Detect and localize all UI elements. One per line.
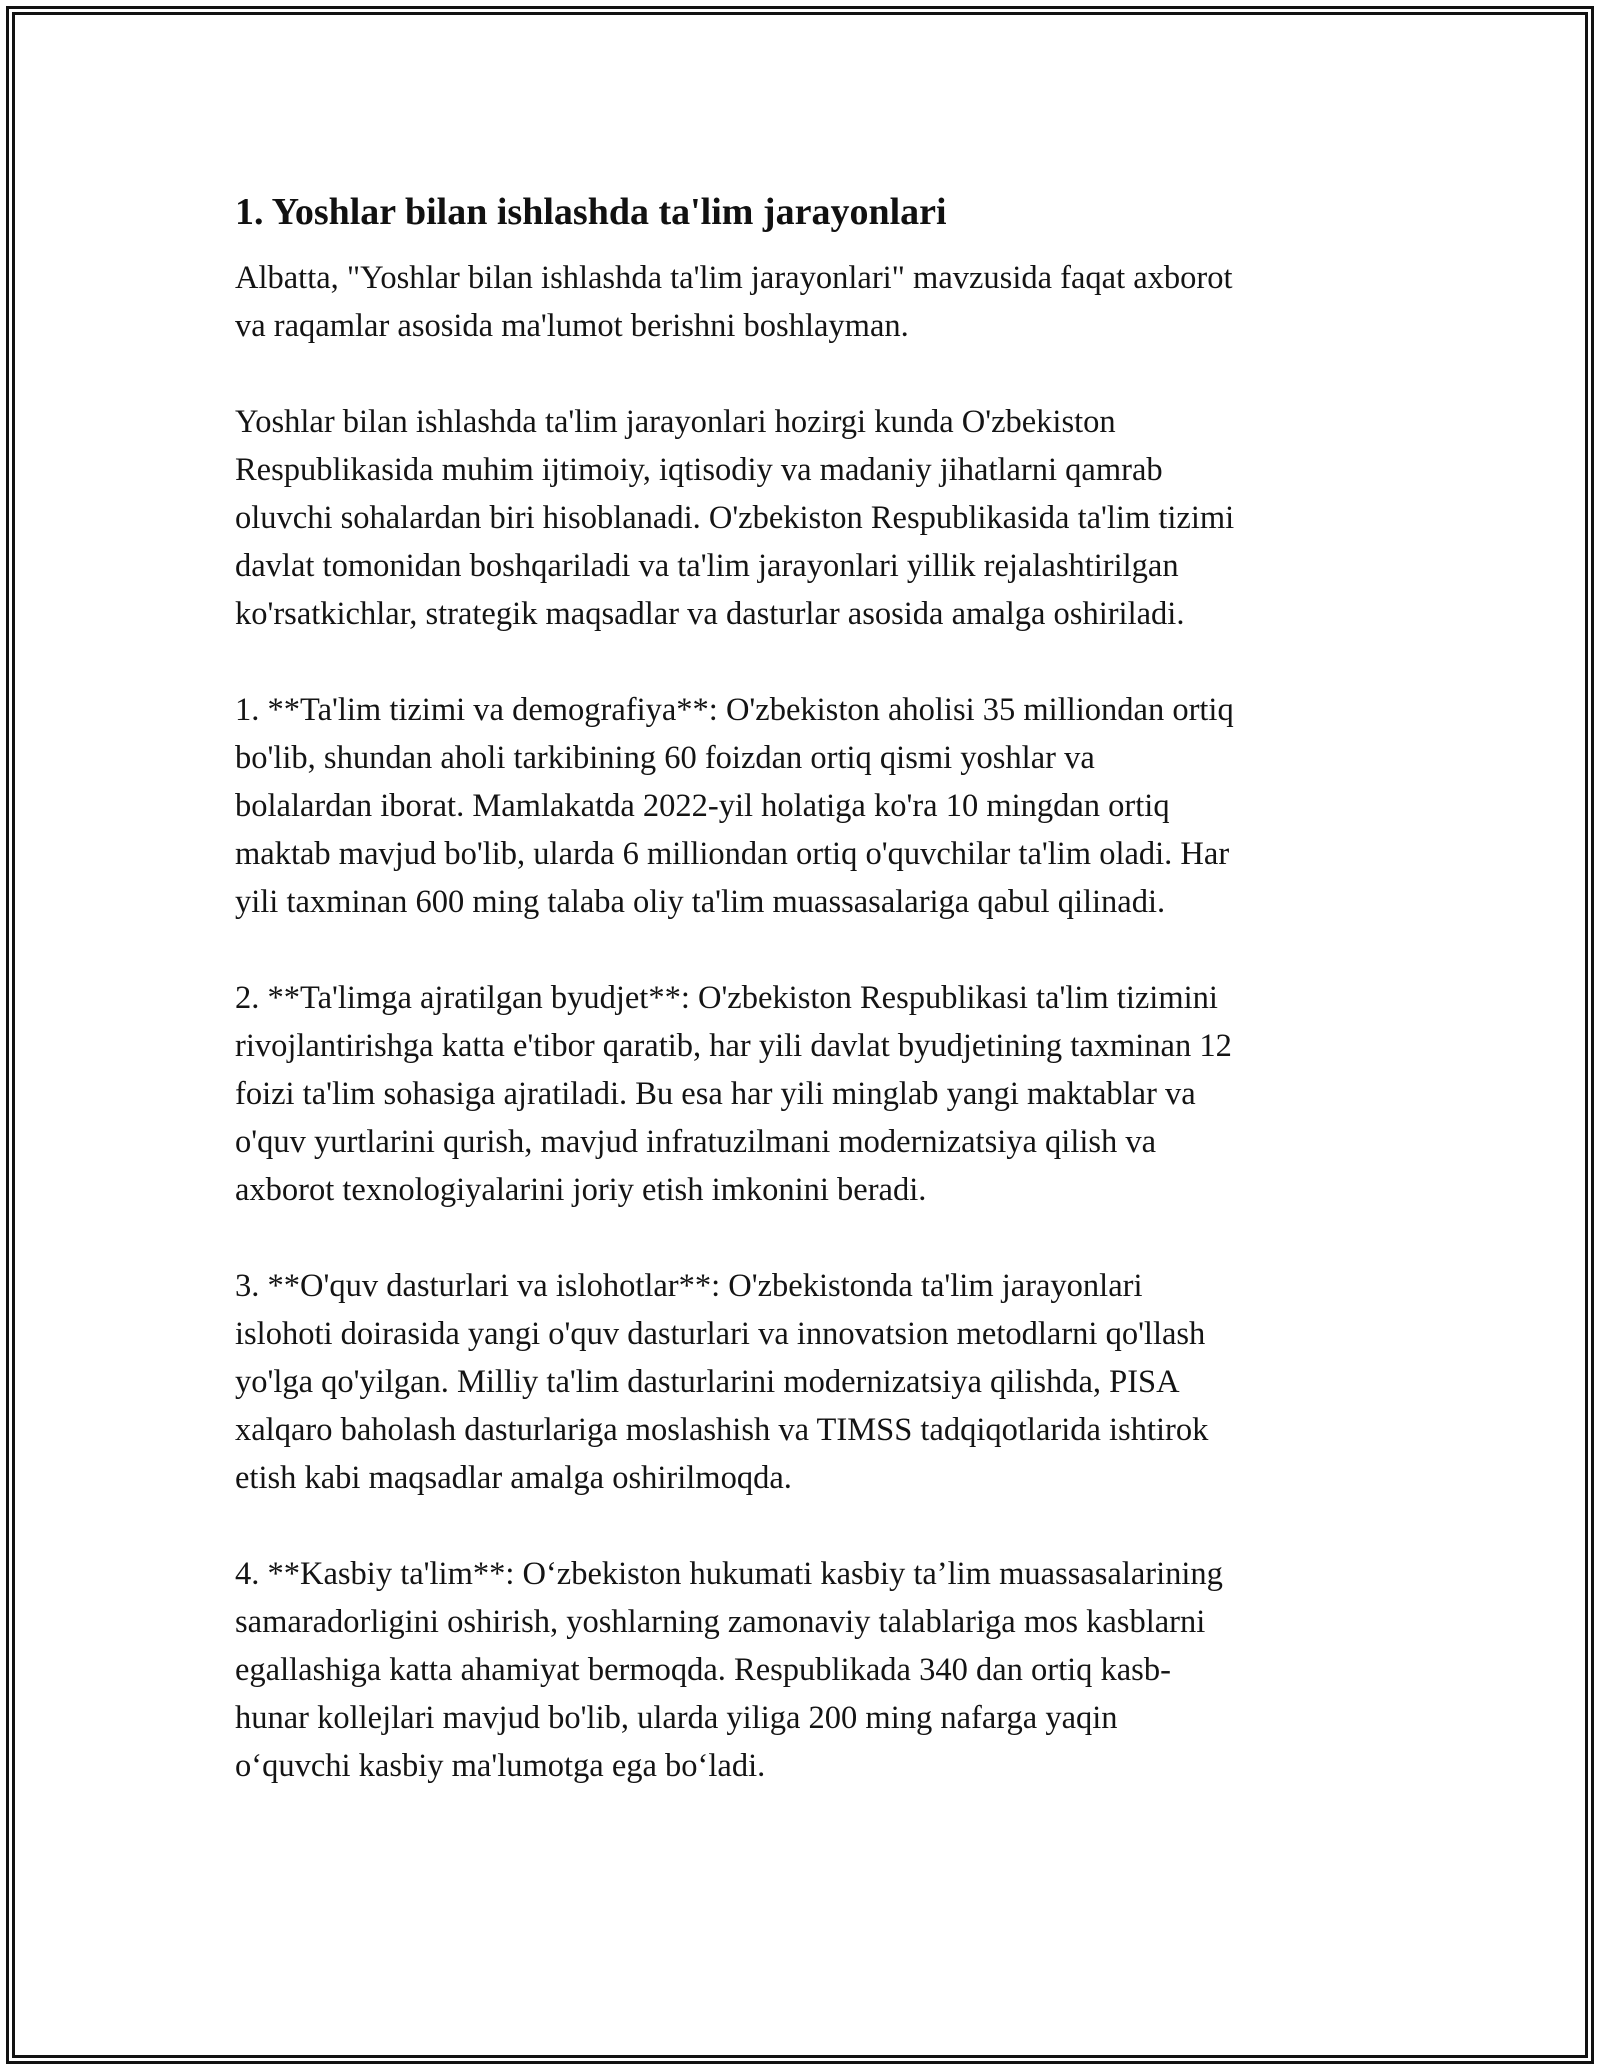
section-2-paragraph: 2. **Ta'limga ajratilgan byudjet**: O'zbekiston Respublikasi ta'lim tizimini rivojlantirishga katta e'tibor qaratib, har yili davlat byudjetining taxminan 12 foizi ta'lim sohasiga ajratiladi. Bu esa har yili minglab yangi maktablar va o'quv yurtlarini qurish, mavjud infratuzilmani modernizatsiya qilish va axborot texnologiyalarini joriy etish imkonini beradi. (235, 980, 1232, 1208)
section-1-paragraph: 1. **Ta'lim tizimi va demografiya**: O'zbekiston aholisi 35 milliondan ortiq bo'lib, shundan aholi tarkibining 60 foizdan ortiq qismi yoshlar va bolalardan iborat. Mamlakatda 2022-yil holatiga ko'ra 10 mingdan ortiq maktab mavjud bo'lib, ularda 6 milliondan ortiq o'quvchilar ta'lim oladi. Har yili taxminan 600 ming talaba oliy ta'lim muassasalariga qabul qilinadi. (235, 692, 1234, 920)
section-3-paragraph: 3. **O'quv dasturlari va islohotlar**: O'zbekistonda ta'lim jarayonlari islohoti doirasida yangi o'quv dasturlari va innovatsion metodlarni qo'llash yo'lga qo'yilgan. Milliy ta'lim dasturlarini modernizatsiya qilishda, PISA xalqaro baholash dasturlariga moslashish va TIMSS tadqiqotlarida ishtirok etish kabi maqsadlar amalga oshirilmoqda. (235, 1268, 1209, 1496)
overview-paragraph: Yoshlar bilan ishlashda ta'lim jarayonlari hozirgi kunda O'zbekiston Respublikasida muhim ijtimoiy, iqtisodiy va madaniy jihatlarni qamrab oluvchi sohalardan biri hisoblanadi. O'zbekiston Respublikasida ta'lim tizimi davlat tomonidan boshqariladi va ta'lim jarayonlari yillik rejalashtirilgan ko'rsatkichlar, strategik maqsadlar va dasturlar asosida amalga oshiriladi. (235, 404, 1235, 632)
intro-paragraph: Albatta, "Yoshlar bilan ishlashda ta'lim jarayonlari" mavzusida faqat axborot va raqamlar asosida ma'lumot berishni boshlayman. (235, 260, 1233, 344)
document-title: 1. Yoshlar bilan ishlashda ta'lim jarayonlari (235, 191, 947, 233)
document-body (235, 188, 1375, 1838)
section-4-paragraph: 4. **Kasbiy ta'lim**: O‘zbekiston hukumati kasbiy ta’lim muassasalarining samaradorligini oshirish, yoshlarning zamonaviy talablariga mos kasblarni egallashiga katta ahamiyat bermoqda. Respublikada 340 dan ortiq kasb- hunar kollejlari mavjud bo'lib, ularda yiliga 200 ming nafarga yaqin o‘quvchi kasbiy ma'lumotga ega bo‘ladi. (235, 1556, 1223, 1784)
